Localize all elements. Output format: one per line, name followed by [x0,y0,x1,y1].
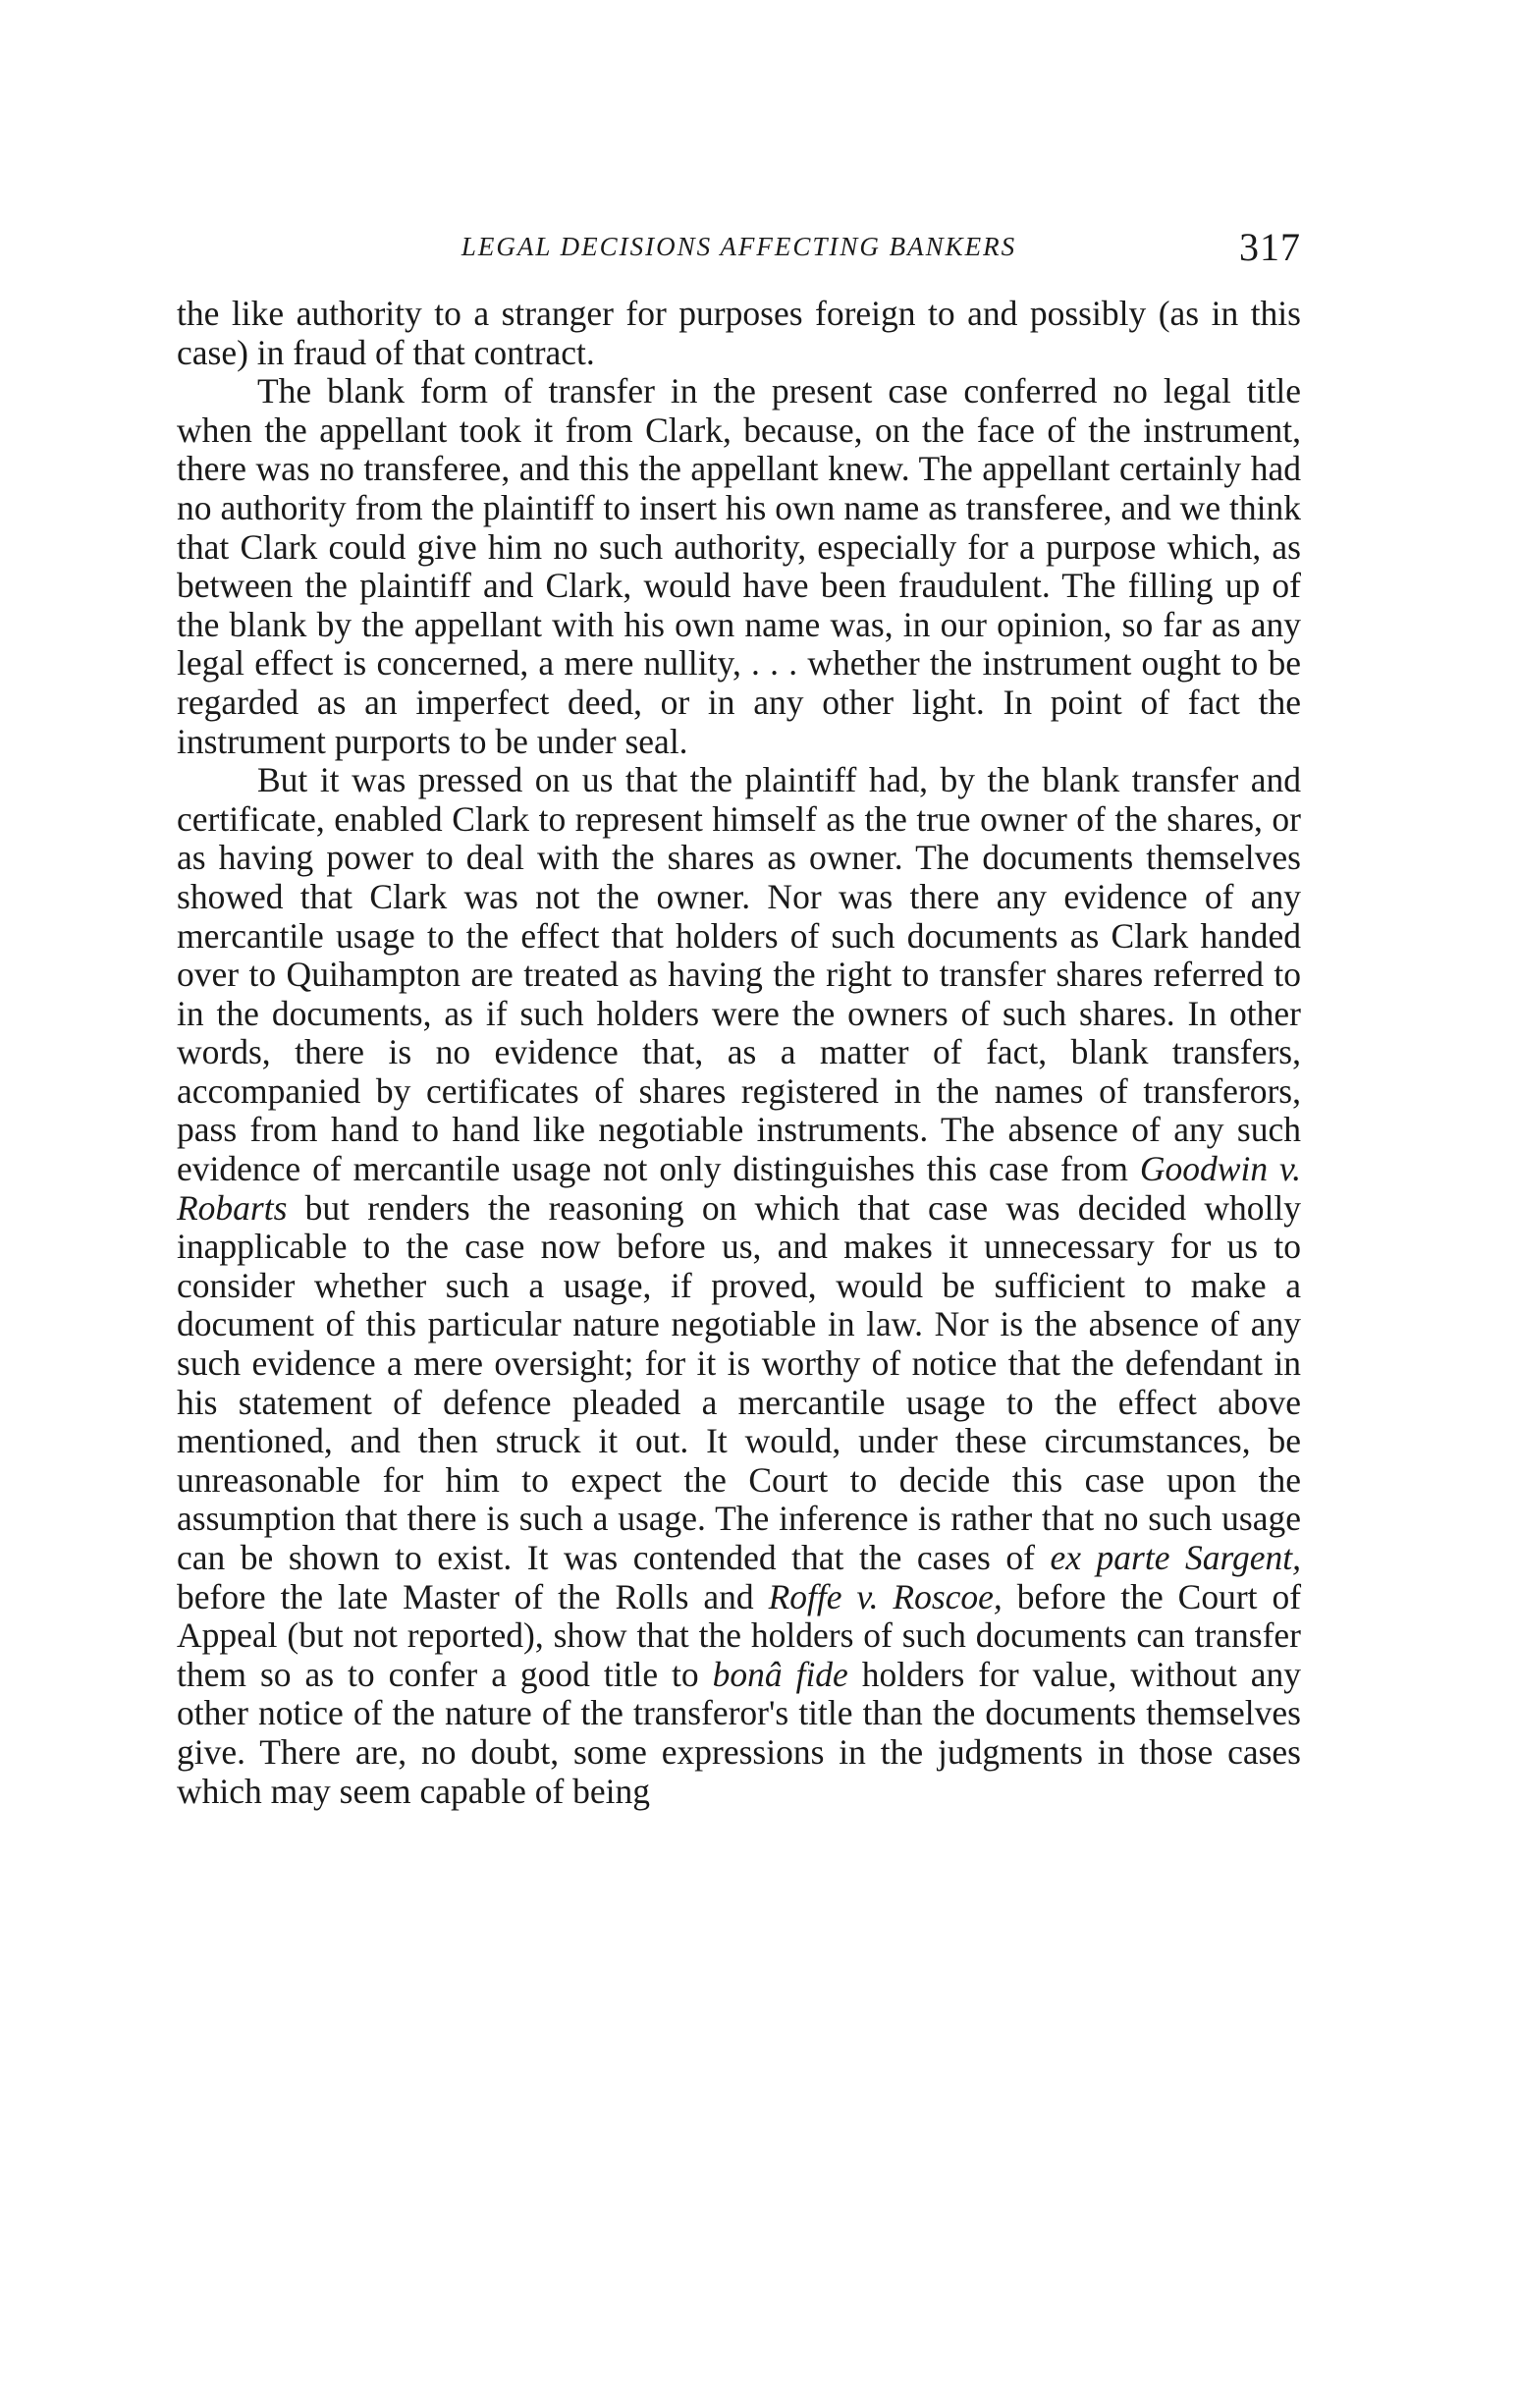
case-versus-2: v. [856,1576,879,1616]
running-title: LEGAL DECISIONS AFFECTING BANKERS [461,232,1017,261]
case-name-roscoe: Roscoe, [893,1576,1003,1616]
paragraph-3-text-e: holders for value, without any other notice of the nature of the transferor's title than the documents themselves give. There are, no doubt, some expressions in the judgments in those cases which may seem capable of being [177,1654,1302,1811]
running-head [177,224,1301,273]
case-name-robarts: Robarts [177,1187,288,1228]
case-name-goodwin: Goodwin [1139,1149,1269,1189]
phrase-bona-fide: bonâ fide [712,1654,848,1694]
paragraph-1 [177,295,1301,372]
body-text [177,295,1301,1811]
case-name-roffe: Roffe [768,1576,842,1616]
paragraph-3-text-c: before the late Master of the Rolls and [177,1576,754,1616]
paragraph-2 [177,372,1301,761]
paragraph-3-text-d: before the Court of Appeal (but not reported), show that the holders of such documents can transfer them so as to confer a good title to [177,1576,1302,1694]
case-name-ex-parte-sargent: ex parte Sargent, [1050,1538,1302,1577]
page-number: 317 [1239,225,1301,269]
paragraph-2-text: The blank form of transfer in the present case conferred no legal title when the appellant took it from Clark, because, on the face of the instrument, there was no transferee, and this the appellant knew. The appellant certainly had no authority from the plaintiff to insert his own name as transferee, and we think that Clark could give him no such authority, especially for a purpose which, as between the plaintiff and Clark, would have been fraudulent. The filling up of the blank by the appellant with his own name was, in our opinion, so far as any legal effect is concerned, a mere nullity, . . . whether the instrument ought to be regarded as an imperfect deed, or in any other light. In point of fact the instrument purports to be under seal. [177,371,1301,761]
case-versus: v. [1279,1149,1302,1189]
paragraph-3 [177,761,1301,1811]
paragraph-3-text-b: but renders the reasoning on which that case was decided wholly inapplicable to the case now before us, and makes it unnecessary for us to consider whether such a usage, if proved, would be sufficient to make a document of this particular nature negotiable in law. Nor is the absence of any such evidence a mere oversight; for it is worthy of notice that the defendant in his statement of defence pleaded a mercantile usage to the effect above mentioned, and then struck it out. It would, under these circumstances, be unreasonable for him to expect the Court to decide this case upon the assumption that there is such a usage. The inference is rather that no such usage can be shown to exist. It was contended that the cases of [177,1187,1301,1577]
paragraph-1-text: the like authority to a stranger for purposes foreign to and possibly (as in this case) in fraud of that contract. [177,294,1301,372]
paragraph-3-text-a: But it was pressed on us that the plaintiff had, by the blank transfer and certificate, enabled Clark to represent himself as the true owner of the shares, or as having power to deal with the shares as owner. The documents themselves showed that Clark was not the owner. Nor was there any evidence of any mercantile usage to the effect that holders of such documents as Clark handed over to Quihampton are treated as having the right to transfer shares referred to in the documents, as if such holders were the owners of such shares. In other words, there is no evidence that, as a matter of fact, blank transfers, accompanied by certificates of shares registered in the names of transferors, pass from hand to hand like negotiable instruments. The absence of any such evidence of mercantile usage not only distinguishes this case from [177,760,1301,1189]
